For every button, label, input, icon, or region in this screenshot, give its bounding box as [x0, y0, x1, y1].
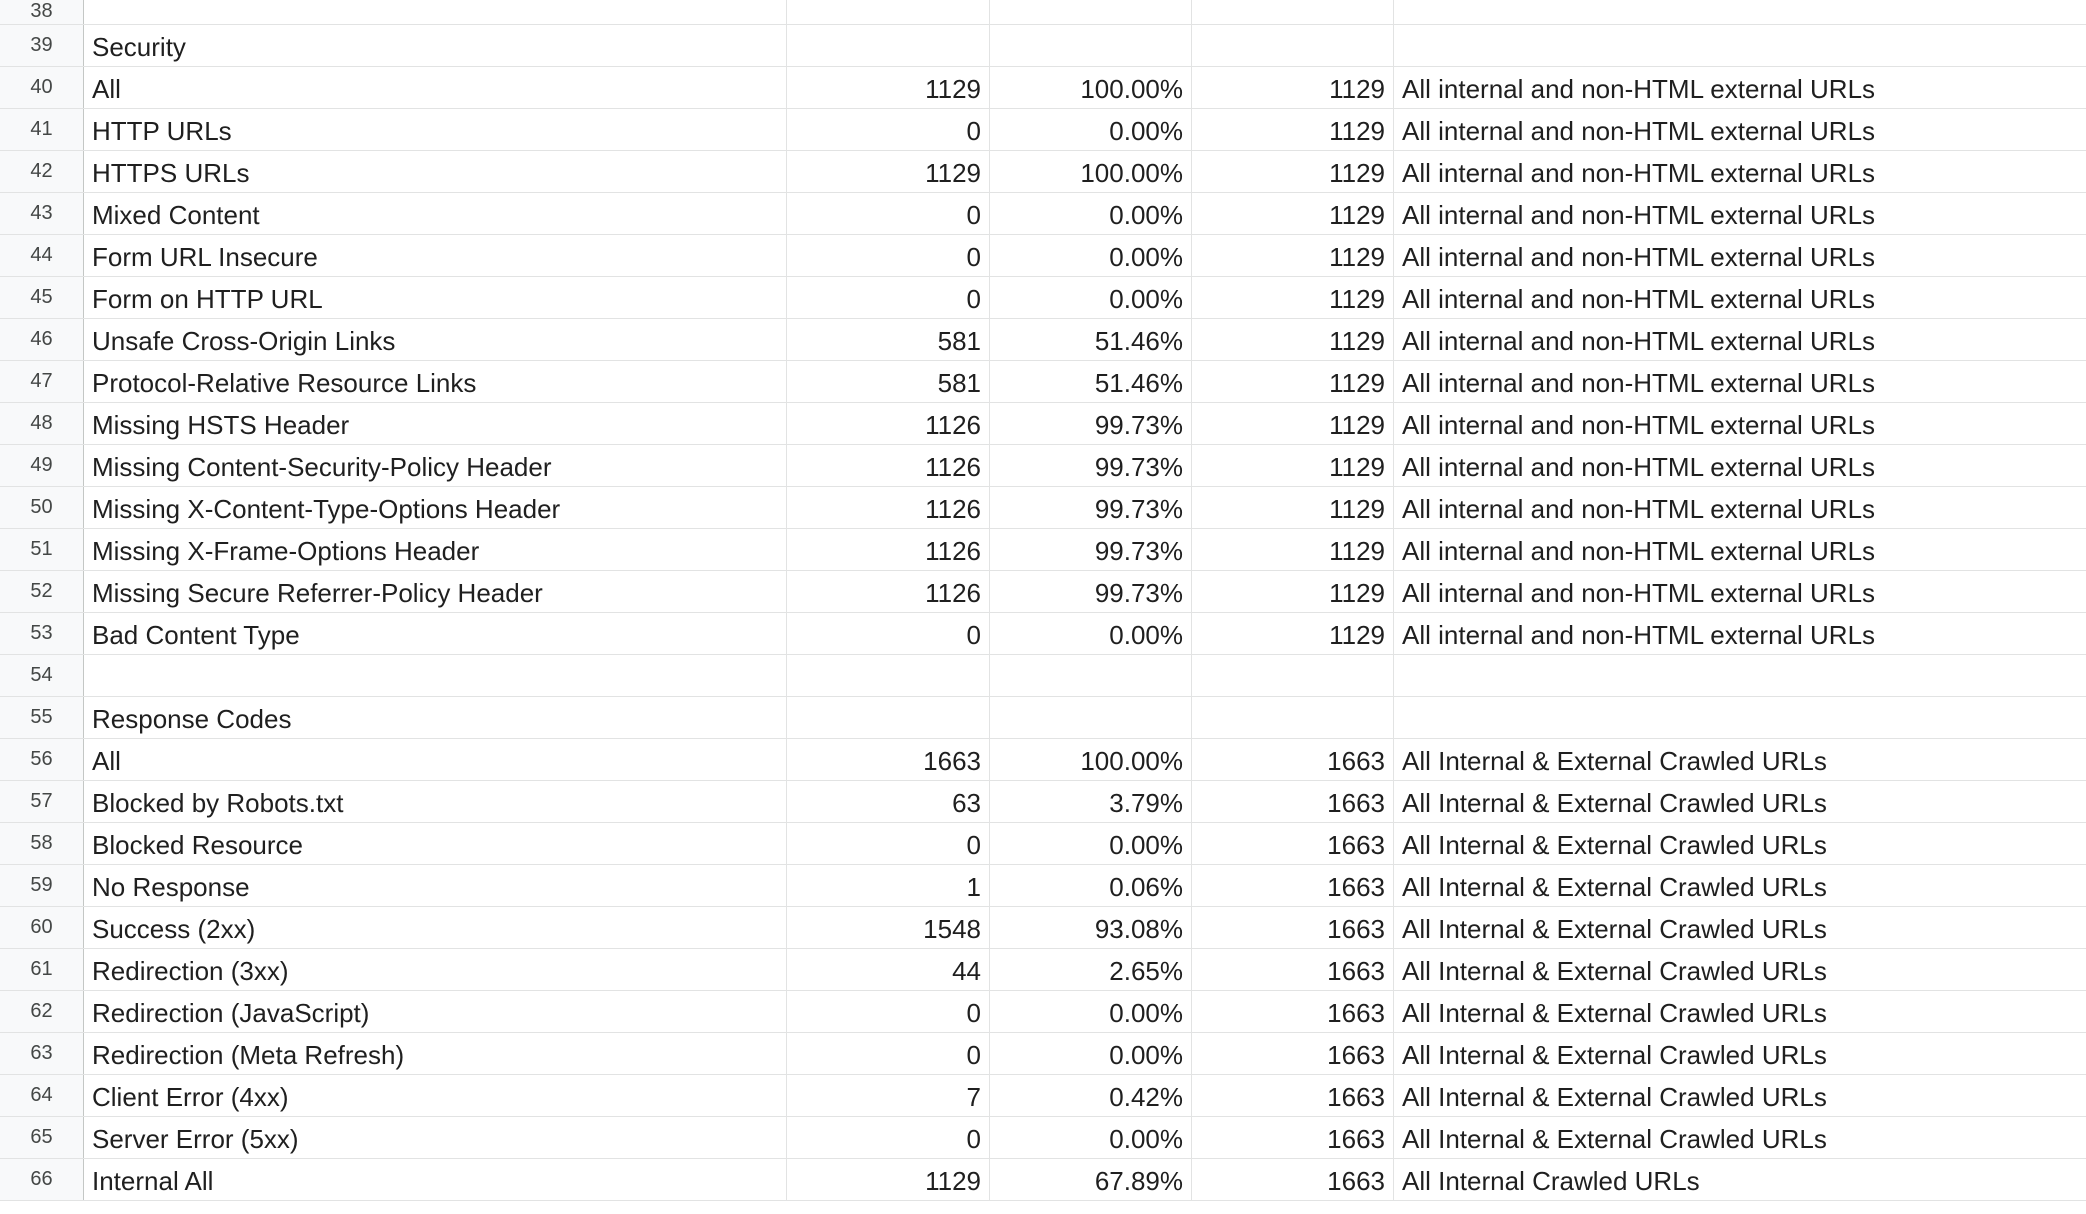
- cell-total[interactable]: 1129: [1192, 445, 1394, 486]
- cell-count[interactable]: 1548: [787, 907, 990, 948]
- table-row: [0, 67, 2086, 109]
- cell-count[interactable]: 1126: [787, 445, 990, 486]
- row-header[interactable]: 51: [0, 529, 84, 570]
- cell-percent[interactable]: 99.73%: [990, 403, 1192, 444]
- cell-label[interactable]: All: [84, 67, 787, 108]
- cell-percent[interactable]: 0.00%: [990, 235, 1192, 276]
- cell-total[interactable]: 1663: [1192, 991, 1394, 1032]
- cell-description[interactable]: [1394, 697, 2086, 738]
- cell-label[interactable]: Blocked Resource: [84, 823, 787, 864]
- table-row: [0, 0, 2086, 25]
- cell-description[interactable]: All internal and non-HTML external URLs: [1402, 74, 1876, 104]
- table-row: [0, 445, 2086, 487]
- cell-count[interactable]: 1126: [787, 571, 990, 612]
- cell-count[interactable]: 1: [787, 865, 990, 906]
- table-row: [0, 865, 2086, 907]
- table-row: [0, 277, 2086, 319]
- cell-percent[interactable]: 93.08%: [990, 907, 1192, 948]
- cell-percent[interactable]: [990, 655, 1192, 696]
- row-header[interactable]: 56: [0, 739, 84, 780]
- cell-percent[interactable]: 0.00%: [990, 823, 1192, 864]
- table-row: [0, 613, 2086, 655]
- cell-count[interactable]: 581: [787, 319, 990, 360]
- cell-count[interactable]: 581: [787, 361, 990, 402]
- cell-description[interactable]: [1394, 0, 2086, 24]
- row-header[interactable]: 55: [0, 697, 84, 738]
- cell-label[interactable]: Bad Content Type: [84, 613, 787, 654]
- cell-total[interactable]: 1129: [1192, 109, 1394, 150]
- row-header[interactable]: 43: [0, 193, 84, 234]
- cell-percent[interactable]: 2.65%: [990, 949, 1192, 990]
- table-row: [0, 1117, 2086, 1159]
- cell-label[interactable]: Missing Secure Referrer-Policy Header: [84, 571, 787, 612]
- cell-total[interactable]: 1663: [1192, 1117, 1394, 1158]
- table-row: [0, 25, 2086, 67]
- cell-count[interactable]: [787, 697, 990, 738]
- cell-total[interactable]: 1129: [1192, 613, 1394, 654]
- table-row: [0, 571, 2086, 613]
- row-header[interactable]: 58: [0, 823, 84, 864]
- table-row: [0, 739, 2086, 781]
- cell-percent[interactable]: 99.73%: [990, 487, 1192, 528]
- cell-percent[interactable]: 0.00%: [990, 991, 1192, 1032]
- cell-count[interactable]: 0: [787, 1117, 990, 1158]
- row-header[interactable]: 41: [0, 109, 84, 150]
- row-header[interactable]: 50: [0, 487, 84, 528]
- cell-count[interactable]: 1126: [787, 487, 990, 528]
- cell-total[interactable]: [1192, 655, 1394, 696]
- cell-description[interactable]: [1394, 655, 2086, 696]
- cell-label[interactable]: Redirection (JavaScript): [84, 991, 787, 1032]
- cell-description[interactable]: All Internal & External Crawled URLs: [1402, 830, 1827, 860]
- cell-description[interactable]: All internal and non-HTML external URLs: [1402, 284, 1876, 314]
- row-header[interactable]: 65: [0, 1117, 84, 1158]
- cell-percent[interactable]: 99.73%: [990, 529, 1192, 570]
- cell-total[interactable]: 1663: [1192, 1033, 1394, 1074]
- row-header[interactable]: 57: [0, 781, 84, 822]
- cell-count[interactable]: 63: [787, 781, 990, 822]
- table-row: [0, 655, 2086, 697]
- row-header[interactable]: 39: [0, 25, 84, 66]
- row-header[interactable]: 60: [0, 907, 84, 948]
- cell-description[interactable]: All internal and non-HTML external URLs: [1402, 242, 1876, 272]
- cell-total[interactable]: 1129: [1192, 235, 1394, 276]
- cell-label[interactable]: Server Error (5xx): [84, 1117, 787, 1158]
- cell-description[interactable]: All Internal & External Crawled URLs: [1402, 746, 1827, 776]
- row-header[interactable]: 46: [0, 319, 84, 360]
- cell-total[interactable]: 1129: [1192, 277, 1394, 318]
- cell-label[interactable]: HTTP URLs: [84, 109, 787, 150]
- cell-percent[interactable]: 100.00%: [990, 151, 1192, 192]
- table-row: [0, 1075, 2086, 1117]
- cell-percent[interactable]: 0.00%: [990, 193, 1192, 234]
- cell-label[interactable]: Response Codes: [84, 697, 787, 738]
- row-header[interactable]: 44: [0, 235, 84, 276]
- cell-total[interactable]: 1129: [1192, 487, 1394, 528]
- cell-description[interactable]: All internal and non-HTML external URLs: [1402, 158, 1876, 188]
- cell-total[interactable]: 1129: [1192, 151, 1394, 192]
- cell-label[interactable]: No Response: [84, 865, 787, 906]
- row-header[interactable]: 62: [0, 991, 84, 1032]
- cell-description[interactable]: All internal and non-HTML external URLs: [1402, 410, 1876, 440]
- cell-count[interactable]: 44: [787, 949, 990, 990]
- row-header[interactable]: 53: [0, 613, 84, 654]
- cell-description[interactable]: All internal and non-HTML external URLs: [1402, 452, 1876, 482]
- table-row: [0, 991, 2086, 1033]
- cell-count[interactable]: [787, 25, 990, 66]
- cell-total[interactable]: 1129: [1192, 403, 1394, 444]
- cell-description[interactable]: All internal and non-HTML external URLs: [1402, 494, 1876, 524]
- cell-label[interactable]: Internal All: [84, 1159, 787, 1200]
- cell-count[interactable]: 0: [787, 235, 990, 276]
- table-row: [0, 1033, 2086, 1075]
- cell-percent[interactable]: 100.00%: [990, 739, 1192, 780]
- row-header[interactable]: 63: [0, 1033, 84, 1074]
- cell-total[interactable]: 1129: [1192, 319, 1394, 360]
- cell-total[interactable]: 1129: [1192, 361, 1394, 402]
- cell-total[interactable]: 1663: [1192, 1075, 1394, 1116]
- cell-count[interactable]: 1126: [787, 403, 990, 444]
- cell-label[interactable]: Missing HSTS Header: [84, 403, 787, 444]
- cell-percent[interactable]: 0.42%: [990, 1075, 1192, 1116]
- cell-count[interactable]: [787, 0, 990, 24]
- cell-count[interactable]: 0: [787, 109, 990, 150]
- cell-label[interactable]: Client Error (4xx): [84, 1075, 787, 1116]
- cell-percent[interactable]: 99.73%: [990, 445, 1192, 486]
- cell-count[interactable]: 1129: [787, 151, 990, 192]
- table-row: [0, 319, 2086, 361]
- cell-label[interactable]: Security: [84, 25, 787, 66]
- cell-count[interactable]: 0: [787, 277, 990, 318]
- cell-percent[interactable]: 100.00%: [990, 67, 1192, 108]
- cell-count[interactable]: 0: [787, 823, 990, 864]
- row-header[interactable]: 45: [0, 277, 84, 318]
- row-header[interactable]: 38: [0, 0, 84, 24]
- cell-description[interactable]: All Internal & External Crawled URLs: [1402, 956, 1827, 986]
- table-row: [0, 781, 2086, 823]
- cell-count[interactable]: [787, 655, 990, 696]
- cell-percent[interactable]: [990, 0, 1192, 24]
- table-row: [0, 907, 2086, 949]
- cell-percent[interactable]: 51.46%: [990, 361, 1192, 402]
- table-row: [0, 109, 2086, 151]
- cell-count[interactable]: 0: [787, 991, 990, 1032]
- row-header[interactable]: 66: [0, 1159, 84, 1200]
- row-header[interactable]: 40: [0, 67, 84, 108]
- cell-description[interactable]: All internal and non-HTML external URLs: [1402, 536, 1876, 566]
- cell-total[interactable]: 1663: [1192, 739, 1394, 780]
- cell-label[interactable]: [84, 0, 787, 24]
- row-header[interactable]: 49: [0, 445, 84, 486]
- cell-count[interactable]: 1126: [787, 529, 990, 570]
- cell-label[interactable]: Missing Content-Security-Policy Header: [84, 445, 787, 486]
- row-header[interactable]: 59: [0, 865, 84, 906]
- cell-percent[interactable]: 99.73%: [990, 571, 1192, 612]
- cell-label[interactable]: Success (2xx): [84, 907, 787, 948]
- cell-count[interactable]: 0: [787, 1033, 990, 1074]
- row-header[interactable]: 54: [0, 655, 84, 696]
- cell-total[interactable]: 1663: [1192, 823, 1394, 864]
- table-row: [0, 193, 2086, 235]
- cell-description[interactable]: All Internal & External Crawled URLs: [1402, 1040, 1827, 1070]
- cell-label[interactable]: Mixed Content: [84, 193, 787, 234]
- cell-description[interactable]: [1394, 25, 2086, 66]
- cell-total[interactable]: 1129: [1192, 193, 1394, 234]
- cell-percent[interactable]: 0.00%: [990, 613, 1192, 654]
- cell-label[interactable]: Missing X-Frame-Options Header: [84, 529, 787, 570]
- cell-total[interactable]: 1663: [1192, 865, 1394, 906]
- cell-label[interactable]: HTTPS URLs: [84, 151, 787, 192]
- cell-percent[interactable]: 0.06%: [990, 865, 1192, 906]
- cell-description[interactable]: All Internal & External Crawled URLs: [1402, 914, 1827, 944]
- cell-label[interactable]: [84, 655, 787, 696]
- cell-percent[interactable]: 0.00%: [990, 1117, 1192, 1158]
- cell-description[interactable]: All Internal & External Crawled URLs: [1402, 1124, 1827, 1154]
- cell-total[interactable]: [1192, 25, 1394, 66]
- cell-count[interactable]: 7: [787, 1075, 990, 1116]
- cell-count[interactable]: 0: [787, 193, 990, 234]
- row-header[interactable]: 61: [0, 949, 84, 990]
- cell-total[interactable]: 1663: [1192, 1159, 1394, 1200]
- cell-percent[interactable]: 0.00%: [990, 1033, 1192, 1074]
- cell-description[interactable]: All internal and non-HTML external URLs: [1402, 326, 1876, 356]
- cell-total[interactable]: [1192, 0, 1394, 24]
- row-header[interactable]: 52: [0, 571, 84, 612]
- table-row: [0, 697, 2086, 739]
- cell-description[interactable]: All internal and non-HTML external URLs: [1402, 620, 1876, 650]
- cell-percent[interactable]: 51.46%: [990, 319, 1192, 360]
- cell-description[interactable]: All internal and non-HTML external URLs: [1402, 116, 1876, 146]
- table-row: [0, 949, 2086, 991]
- row-header[interactable]: 47: [0, 361, 84, 402]
- cell-percent[interactable]: [990, 697, 1192, 738]
- table-row: [0, 823, 2086, 865]
- cell-label[interactable]: Protocol-Relative Resource Links: [84, 361, 787, 402]
- cell-total[interactable]: [1192, 697, 1394, 738]
- cell-description[interactable]: All Internal Crawled URLs: [1402, 1166, 1700, 1196]
- row-header[interactable]: 42: [0, 151, 84, 192]
- table-row: [0, 151, 2086, 193]
- cell-percent[interactable]: 3.79%: [990, 781, 1192, 822]
- row-header[interactable]: 64: [0, 1075, 84, 1116]
- cell-label[interactable]: Blocked by Robots.txt: [84, 781, 787, 822]
- table-row: [0, 361, 2086, 403]
- table-row: [0, 1159, 2086, 1201]
- table-row: [0, 487, 2086, 529]
- cell-total[interactable]: 1663: [1192, 949, 1394, 990]
- cell-label[interactable]: All: [84, 739, 787, 780]
- cell-percent[interactable]: 0.00%: [990, 109, 1192, 150]
- cell-label[interactable]: Redirection (3xx): [84, 949, 787, 990]
- cell-total[interactable]: 1129: [1192, 571, 1394, 612]
- cell-label[interactable]: Missing X-Content-Type-Options Header: [84, 487, 787, 528]
- cell-percent[interactable]: 0.00%: [990, 277, 1192, 318]
- cell-count[interactable]: 1663: [787, 739, 990, 780]
- row-header[interactable]: 48: [0, 403, 84, 444]
- cell-total[interactable]: 1663: [1192, 907, 1394, 948]
- cell-description[interactable]: All Internal & External Crawled URLs: [1402, 872, 1827, 902]
- cell-description[interactable]: All Internal & External Crawled URLs: [1402, 998, 1827, 1028]
- cell-total[interactable]: 1129: [1192, 67, 1394, 108]
- cell-description[interactable]: All Internal & External Crawled URLs: [1402, 788, 1827, 818]
- cell-description[interactable]: All Internal & External Crawled URLs: [1402, 1082, 1827, 1112]
- cell-label[interactable]: Unsafe Cross-Origin Links: [84, 319, 787, 360]
- cell-count[interactable]: 0: [787, 613, 990, 654]
- table-row: [0, 235, 2086, 277]
- cell-description[interactable]: All internal and non-HTML external URLs: [1402, 200, 1876, 230]
- cell-percent[interactable]: 67.89%: [990, 1159, 1192, 1200]
- cell-label[interactable]: Form on HTTP URL: [84, 277, 787, 318]
- cell-percent[interactable]: [990, 25, 1192, 66]
- cell-count[interactable]: 1129: [787, 67, 990, 108]
- cell-total[interactable]: 1663: [1192, 781, 1394, 822]
- cell-description[interactable]: All internal and non-HTML external URLs: [1402, 368, 1876, 398]
- cell-label[interactable]: Form URL Insecure: [84, 235, 787, 276]
- cell-description[interactable]: All internal and non-HTML external URLs: [1402, 578, 1876, 608]
- cell-total[interactable]: 1129: [1192, 529, 1394, 570]
- table-row: [0, 403, 2086, 445]
- cell-count[interactable]: 1129: [787, 1159, 990, 1200]
- table-row: [0, 529, 2086, 571]
- cell-label[interactable]: Redirection (Meta Refresh): [84, 1033, 787, 1074]
